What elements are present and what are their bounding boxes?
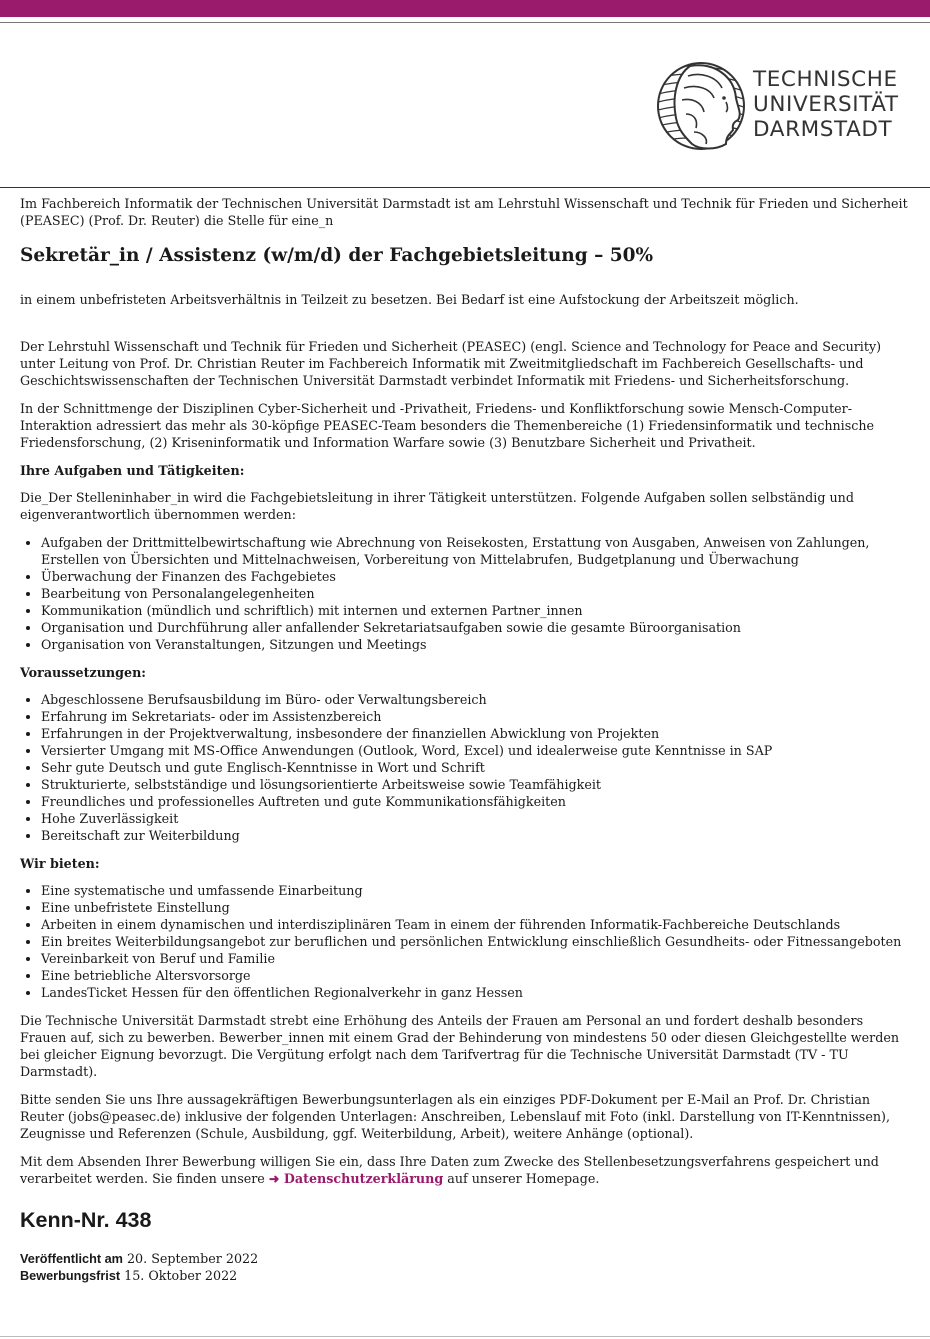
application-paragraph: Bitte senden Sie uns Ihre aussagekräftigen Bewerbungsunterlagen als ein einziges PDF-Dokument per E-Mail an Prof. Dr. Christian Reuter (jobs@peasec.de) inklusive der folgenden Unterlagen: Anschreiben, Lebenslauf mit Foto (inkl. Darstellung von IT-Kenntnissen), Zeugnisse und Referenzen (Schule, Ausbildung, ggf. Weiterbildung, Arbeit), weitere Anhänge (optional).: [20, 1092, 890, 1141]
list-item: • Erfahrung im Sekretariats- oder im Assistenzbereich: [41, 708, 910, 725]
logo-line: TECHNISCHE: [753, 67, 898, 92]
privacy-text: Mit dem Absenden Ihrer Bewerbung willigen Sie ein, dass Ihre Daten zum Zwecke des Stellenbesetzungsverfahrens gespeichert und verarbeitet werden. Sie finden unsere: [20, 1154, 879, 1186]
about-paragraph: Der Lehrstuhl Wissenschaft und Technik für Frieden und Sicherheit (PEASEC) (engl. Science and Technology for Peace and Security) unter Leitung von Prof. Dr. Christian Reuter im Fachbereich Informatik mit Zweitmitgliedschaft im Fachbereich Gesellschafts- und Geschichtswissenschaften der Technischen Universität Darmstadt verbindet Informatik mit Friedens- und Sicherheitsforschung.: [20, 339, 882, 388]
list-item: • Hohe Zuverlässigkeit: [41, 810, 910, 827]
list-item: • LandesTicket Hessen für den öffentlichen Regionalverkehr in ganz Hessen: [41, 984, 910, 1001]
requirements-list: [20, 691, 910, 844]
logo-wordmark: [753, 67, 899, 142]
equality-paragraph: Die Technische Universität Darmstadt strebt eine Erhöhung des Anteils der Frauen am Personal an und fordert deshalb besonders Frauen auf, sich zu bewerben. Bewerber_innen mit einem Grad der Behinderung von mindestens 50 oder diesen Gleichgestellte werden bei gleicher Eignung bevorzugt. Die Vergütung erfolgt nach dem Tarifvertrag für die Technische Universität Darmstadt (TV - TU Darmstadt).: [20, 1013, 900, 1079]
published-label: Veröffentlicht am: [20, 1252, 123, 1266]
list-item: • Bereitschaft zur Weiterbildung: [41, 827, 910, 844]
privacy-text-end: auf unserer Homepage.: [443, 1171, 600, 1186]
bottom-divider: [0, 1336, 930, 1337]
logo-line: UNIVERSITÄT: [753, 92, 899, 117]
offer-heading: Wir bieten:: [20, 856, 100, 871]
list-item: • Eine unbefristete Einstellung: [41, 899, 910, 916]
tasks-intro: Die_Der Stelleninhaber_in wird die Fachgebietsleitung in ihrer Tätigkeit unterstützen. Folgende Aufgaben sollen selbständig und eigenverantwortlich übernommen werden:: [20, 490, 854, 522]
reference-number: Kenn-Nr. 438: [20, 1208, 152, 1232]
list-item: • Aufgaben der Drittmittelbewirtschaftung wie Abrechnung von Reisekosten, Erstattung von Ausgaben, Anweisen von Zahlungen, Erstellen von Übersichten und Mittelnachweisen, Vorbereitung von Mittelabrufen, Budgetplanung und Überwachung: [41, 534, 910, 568]
deadline-date: 15. Oktober 2022: [124, 1267, 238, 1283]
list-item: • Organisation von Veranstaltungen, Sitzungen und Meetings: [41, 636, 910, 653]
logo-line: DARMSTADT: [753, 117, 893, 142]
list-item: • Strukturierte, selbstständige und lösungsorientierte Arbeitsweise sowie Teamfähigkeit: [41, 776, 910, 793]
top-divider: [0, 22, 930, 23]
requirements-heading: Voraussetzungen:: [20, 665, 146, 680]
list-item: • Kommunikation (mündlich und schriftlich) mit internen und externen Partner_innen: [41, 602, 910, 619]
arrow-right-icon: ➜: [268, 1171, 280, 1186]
employment-text: in einem unbefristeten Arbeitsverhältnis in Teilzeit zu besetzen. Bei Bedarf ist eine Aufstockung der Arbeitszeit möglich.: [20, 292, 799, 307]
list-item: • Bearbeitung von Personalangelegenheiten: [41, 585, 910, 602]
list-item: • Sehr gute Deutsch und gute Englisch-Kenntnisse in Wort und Schrift: [41, 759, 910, 776]
list-item: • Abgeschlossene Berufsausbildung im Büro- oder Verwaltungsbereich: [41, 691, 910, 708]
deadline-line: [20, 1268, 910, 1285]
intro-text: Im Fachbereich Informatik der Technischen Universität Darmstadt ist am Lehrstuhl Wissenschaft und Technik für Frieden und Sicherheit (PEASEC) (Prof. Dr. Reuter) die Stelle für eine_n: [20, 196, 908, 228]
job-title: Sekretär_in / Assistenz (w/m/d) der Fachgebietsleitung – 50%: [20, 245, 654, 266]
offer-list: [20, 882, 910, 1001]
list-item: • Ein breites Weiterbildungsangebot zur beruflichen und persönlichen Entwicklung einschließlich Gesundheits- oder Fitnessangeboten: [41, 933, 910, 950]
tasks-list: [20, 534, 910, 653]
list-item: • Eine betriebliche Altersvorsorge: [41, 967, 910, 984]
top-accent-bar: [0, 0, 930, 17]
athena-head-icon: [656, 58, 746, 154]
job-posting: [20, 195, 910, 1284]
list-item: • Vereinbarkeit von Beruf und Familie: [41, 950, 910, 967]
privacy-policy-link[interactable]: [269, 1171, 443, 1186]
list-item: • Überwachung der Finanzen des Fachgebietes: [41, 568, 910, 585]
list-item: • Freundliches und professionelles Auftreten und gute Kommunikationsfähigkeiten: [41, 793, 910, 810]
privacy-paragraph: [20, 1153, 910, 1187]
university-logo: [656, 58, 906, 154]
privacy-link-label: Datenschutzerklärung: [283, 1171, 444, 1186]
about-paragraph: In der Schnittmenge der Disziplinen Cyber-Sicherheit und -Privatheit, Friedens- und Konfliktforschung sowie Mensch-Computer-Interaktion adressiert das mehr als 30-köpfige PEASEC-Team besonders die Themenbereiche (1) Friedensinformatik und technische Friedensforschung, (2) Kriseninformatik und Information Warfare sowie (3) Benutzbare Sicherheit und Privatheit.: [20, 401, 875, 450]
list-item: • Versierter Umgang mit MS-Office Anwendungen (Outlook, Word, Excel) und idealerweise gute Kenntnisse in SAP: [41, 742, 910, 759]
deadline-label: Bewerbungsfrist: [20, 1268, 121, 1283]
list-item: • Eine systematische und umfassende Einarbeitung: [41, 882, 910, 899]
header-divider: [0, 187, 930, 188]
published-line: [20, 1251, 910, 1268]
list-item: • Erfahrungen in der Projektverwaltung, insbesondere der finanziellen Abwicklung von Projekten: [41, 725, 910, 742]
list-item: • Arbeiten in einem dynamischen und interdisziplinären Team in einem der führenden Informatik-Fachbereiche Deutschlands: [41, 916, 910, 933]
spacer: [20, 319, 910, 338]
published-date: 20. September 2022: [126, 1251, 259, 1266]
list-item: • Organisation und Durchführung aller anfallender Sekretariatsaufgaben sowie die gesamte Büroorganisation: [41, 619, 910, 636]
tasks-heading: Ihre Aufgaben und Tätigkeiten:: [20, 463, 245, 478]
